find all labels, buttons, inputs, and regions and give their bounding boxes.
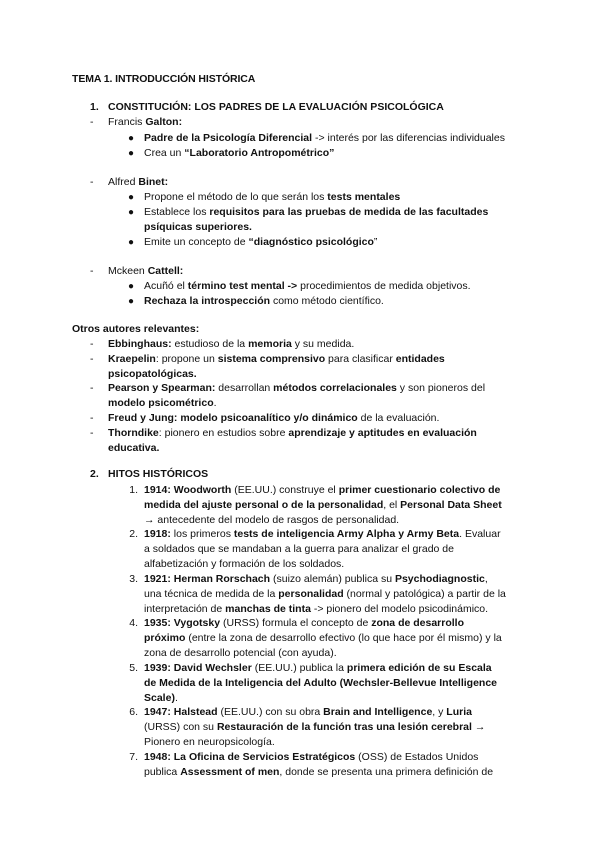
dash-bullet: - [90,412,94,424]
list-number: 1. [129,484,138,496]
hito-1914-line-2: medida del ajuste personal o de la personalidad, el Personal Data Sheet [144,499,502,511]
others-thorndike-cont: educativa. [108,442,160,454]
hito-1935-line-2: próximo (entre la zona de desarrollo efectivo (lo que hace por él mismo) y la [144,632,502,644]
others-freud: Freud y Jung: modelo psicoanalítico y/o dinámico de la evaluación. [108,412,440,424]
cattell-point-2: Rechaza la introspección como método científico. [144,295,384,307]
bullet-dot: ● [128,133,135,144]
list-number: 3. [129,573,138,585]
others-pearson: Pearson y Spearman: desarrollan métodos correlacionales y son pioneros del [108,382,486,394]
hito-1939-line-3: Scale). [144,692,178,704]
section-2-heading: 2. HITOS HISTÓRICOS [90,468,209,480]
galton-point-2: Crea un “Laboratorio Antropométrico” [144,147,335,159]
list-number: 6. [129,706,138,718]
dash-bullet: - [90,427,94,439]
document-title: TEMA 1. INTRODUCCIÓN HISTÓRICA [72,73,256,85]
others-kraepelin: Kraepelin: propone un sistema comprensivo para clasificar entidades [108,353,445,365]
others-thorndike: Thorndike: pionero en estudios sobre aprendizaje y aptitudes en evaluación [108,427,477,439]
binet-point-2: Establece los requisitos para las pruebas de medida de las facultades [144,206,489,218]
hito-1921-line-3: interpretación de manchas de tinta -> pionero del modelo psicodinámico. [144,603,489,615]
cattell-point-1: Acuñó el término test mental -> procedimientos de medida objetivos. [144,280,471,292]
others-kraepelin-cont: psicopatológicas. [108,368,197,380]
hito-1914-line-1: 1914: Woodworth (EE.UU.) construye el primer cuestionario colectivo de [144,484,501,496]
others-heading: Otros autores relevantes: [72,323,200,335]
bullet-dot: ● [128,237,135,248]
galton-label: Francis Galton: [108,116,183,128]
hito-1948-line-1: 1948: La Oficina de Servicios Estratégicos (OSS) de Estados Unidos [144,751,479,763]
dash-bullet: - [90,116,94,128]
bullet-dot: ● [128,296,135,307]
hito-1935-line-1: 1935: Vygotsky (URSS) formula el concepto de zona de desarrollo [144,617,465,629]
list-number: 2. [129,528,138,540]
hito-1939-line-2: de Medida de la Inteligencia del Adulto (Wechsler-Bellevue Intelligence [144,677,498,689]
hito-1947-line-1: 1947: Halstead (EE.UU.) con su obra Brain and Intelligence, y Luria [144,706,472,718]
bullet-dot: ● [128,148,135,159]
bullet-dot: ● [128,281,135,292]
dash-bullet: - [90,338,94,350]
hito-1921-line-2: una técnica de medida de la personalidad (normal y patológica) a partir de la [144,588,506,600]
hito-1947-line-3: Pionero en neuropsicología. [144,736,275,748]
binet-label: Alfred Binet: [108,176,169,188]
list-number: 7. [129,751,138,763]
hito-1918-line-2: a soldados que se mandaban a la guerra para analizar el grado de [144,543,454,555]
cattell-label: Mckeen Cattell: [108,265,184,277]
dash-bullet: - [90,353,94,365]
list-number: 5. [129,662,138,674]
bullet-dot: ● [128,192,135,203]
hito-1948-line-2: publica Assessment of men, donde se presenta una primera definición de [144,766,494,778]
dash-bullet: - [90,382,94,394]
hito-1939-line-1: 1939: David Wechsler (EE.UU.) publica la primera edición de su Escala [144,662,492,674]
list-number: 4. [129,617,138,629]
binet-point-1: Propone el método de lo que serán los tests mentales [144,191,401,203]
hito-1947-line-2: (URSS) con su Restauración de la función tras una lesión cerebral → [144,721,486,733]
hito-1921-line-1: 1921: Herman Rorschach (suizo alemán) publica su Psychodiagnostic, [144,573,488,585]
others-pearson-cont: modelo psicométrico. [108,397,217,409]
binet-point-3: Emite un concepto de “diagnóstico psicológico” [144,236,378,248]
section-1-heading: 1. CONSTITUCIÓN: LOS PADRES DE LA EVALUACIÓN PSICOLÓGICA [90,101,444,113]
dash-bullet: - [90,265,94,277]
hito-1914-line-3: → antecedente del modelo de rasgos de personalidad. [144,514,400,526]
galton-point-1: Padre de la Psicología Diferencial -> interés por las diferencias individuales [144,132,505,144]
hito-1918-line-1: 1918: los primeros tests de inteligencia Army Alpha y Army Beta. Evaluar [144,528,501,540]
bullet-dot: ● [128,207,135,218]
hito-1935-line-3: zona de desarrollo potencial (con ayuda). [144,647,337,659]
others-ebbinghaus: Ebbinghaus: estudioso de la memoria y su medida. [108,338,355,350]
binet-point-2-cont: psíquicas superiores. [144,221,252,233]
hito-1918-line-3: alfabetización y formación de los soldados. [144,558,345,570]
dash-bullet: - [90,176,94,188]
